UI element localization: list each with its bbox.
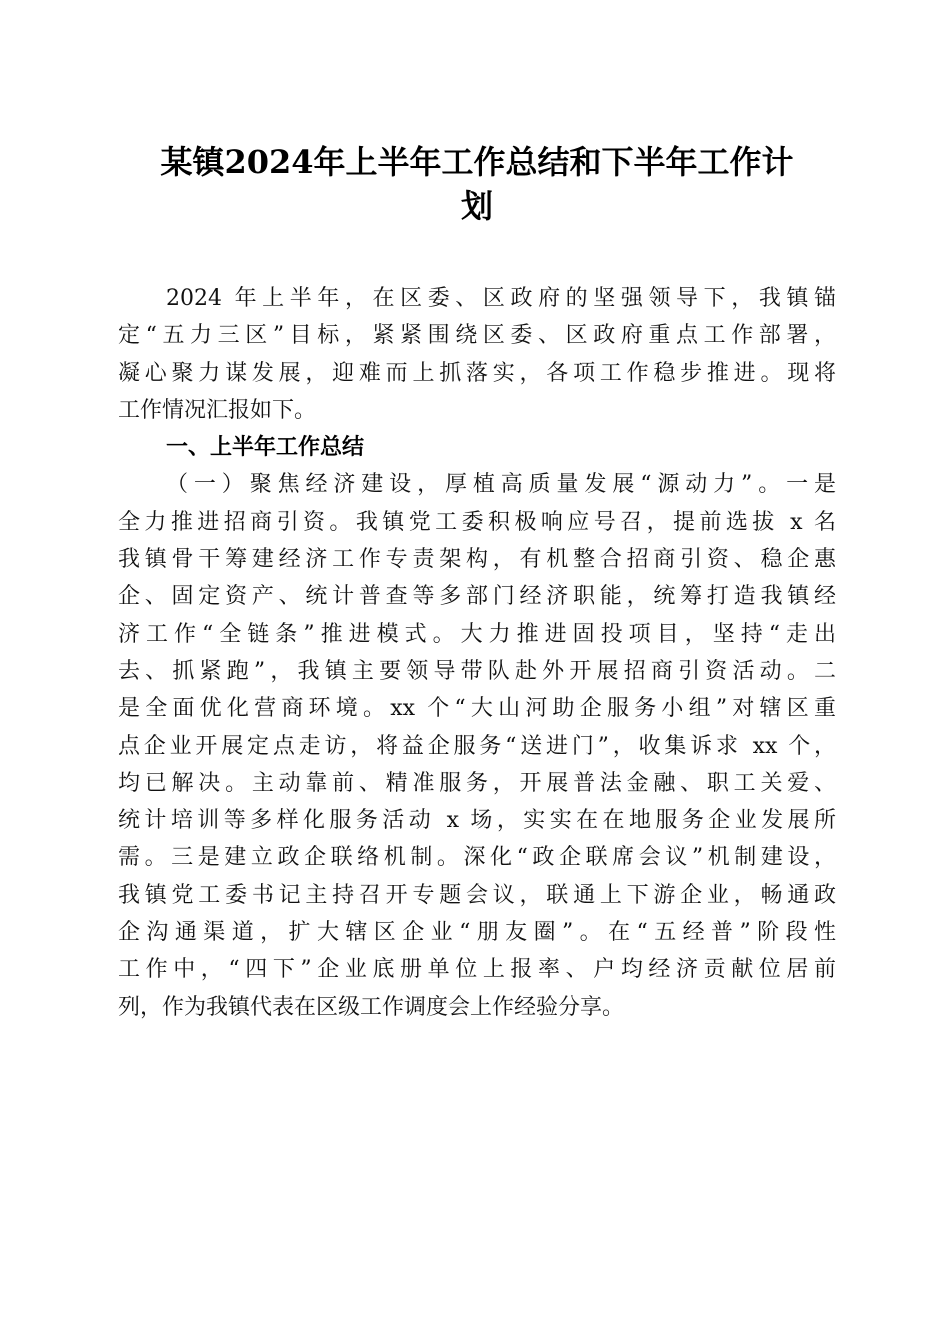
paragraph-line: （一）聚焦经济建设，厚植高质量发展“源动力”。一是 xyxy=(166,472,836,498)
title-line: 划 xyxy=(460,187,493,225)
paragraph-line: 凝心聚力谋发展，迎难而上抓落实，各项工作稳步推进。现将 xyxy=(118,360,836,386)
paragraph-line: 济工作“全链条”推进模式。大力推进固投项目，坚持“走出 xyxy=(118,621,836,647)
paragraph-line: 2024 年上半年，在区委、区政府的坚强领导下，我镇锚 xyxy=(166,286,836,311)
paragraph-line: 全力推进招商引资。我镇党工委积极响应号召，提前选拔 x 名 xyxy=(118,509,836,535)
paragraph-line: 列，作为我镇代表在区级工作调度会上作经验分享。 xyxy=(118,994,625,1020)
paragraph-line: 我镇骨干筹建经济工作专责架构，有机整合招商引资、稳企惠 xyxy=(118,547,836,573)
paragraph-line: 工作中，“四下”企业底册单位上报率、户均经济贡献位居前 xyxy=(118,957,836,983)
paragraph-line: 我镇党工委书记主持召开专题会议，联通上下游企业，畅通政 xyxy=(118,882,836,908)
paragraph-line: 均已解决。主动靠前、精准服务，开展普法金融、职工关爱、 xyxy=(118,770,836,796)
paragraph-line: 工作情况汇报如下。 xyxy=(118,397,317,423)
paragraph-line: 企沟通渠道，扩大辖区企业“朋友圈”。在“五经普”阶段性 xyxy=(118,920,836,946)
section-heading: 一、上半年工作总结 xyxy=(166,435,365,461)
paragraph-line: 点企业开展定点走访，将益企服务“送进门”，收集诉求 xx 个， xyxy=(118,733,836,759)
paragraph-line: 需。三是建立政企联络机制。深化“政企联席会议”机制建设， xyxy=(118,845,836,871)
intro-paragraph xyxy=(118,280,836,429)
paragraph-line: 定“五力三区”目标，紧紧围绕区委、区政府重点工作部署， xyxy=(118,323,836,349)
subsection-paragraph xyxy=(118,466,836,1025)
paragraph-line: 是全面优化营商环境。xx 个“大山河助企服务小组”对辖区重 xyxy=(118,696,836,722)
title-line: 某镇2024年上半年工作总结和下半年工作计 xyxy=(160,143,794,181)
document-title xyxy=(118,140,836,228)
document-body xyxy=(118,280,836,1026)
paragraph-line: 统计培训等多样化服务活动 x 场，实实在在地服务企业发展所 xyxy=(118,808,836,834)
paragraph-line: 企、固定资产、统计普查等多部门经济职能，统筹打造我镇经 xyxy=(118,584,836,610)
paragraph-line: 去、抓紧跑”，我镇主要领导带队赴外开展招商引资活动。二 xyxy=(118,658,836,684)
